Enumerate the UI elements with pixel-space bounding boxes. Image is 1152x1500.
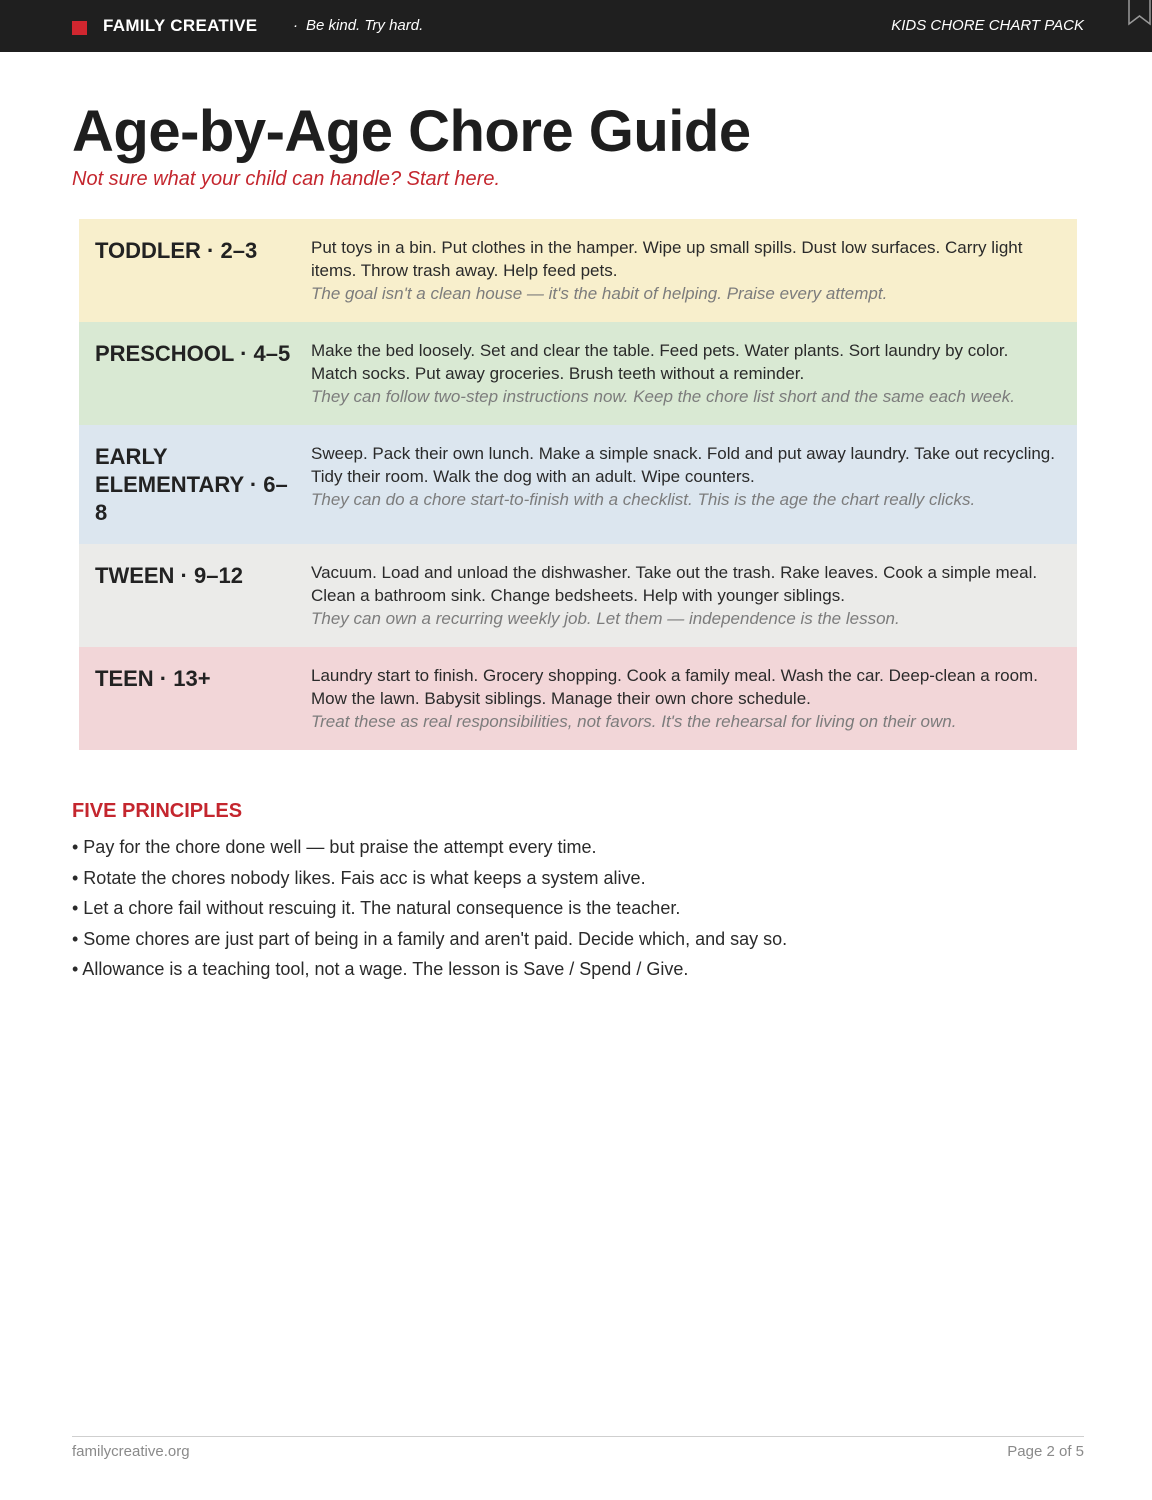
principle-item: • Pay for the chore done well — but praise the attempt every time.: [72, 837, 597, 857]
principle-item: • Allowance is a teaching tool, not a wage. The lesson is Save / Spend / Give.: [72, 959, 689, 979]
brand-logo-mark: [72, 21, 87, 35]
age-description: [311, 442, 1077, 527]
brand-name: FAMILY CREATIVE: [103, 16, 258, 35]
age-label: PRESCHOOL · 4–5: [95, 341, 291, 366]
age-row-early-elementary: [79, 425, 1077, 544]
footer-site: familycreative.org: [72, 1443, 190, 1460]
age-description: [311, 664, 1077, 733]
age-chores: Vacuum. Load and unload the dishwasher. Take out the trash. Rake leaves. Cook a simple meal. Clean a bathroom sink. Change bedsheets. Help with younger siblings.: [311, 563, 1038, 605]
age-chore-table: [79, 219, 1077, 750]
age-chores: Sweep. Pack their own lunch. Make a simple snack. Fold and put away laundry. Take out recycling. Tidy their room. Walk the dog with an adult. Wipe counters.: [311, 444, 1055, 486]
tagline-separator: ·: [293, 17, 298, 34]
principle-item: • Some chores are just part of being in a family and aren't paid. Decide which, and say so.: [72, 928, 788, 949]
page-subtitle: Not sure what your child can handle? Start here.: [72, 168, 501, 190]
age-row-tween: [79, 544, 1077, 647]
age-label: TEEN · 13+: [95, 666, 211, 691]
age-row-teen: [79, 647, 1077, 750]
age-row-toddler: [79, 219, 1077, 322]
age-label: EARLY ELEMENTARY · 6–8: [95, 444, 288, 525]
footer-divider: [72, 1436, 1084, 1437]
bookmark-icon[interactable]: [1127, 0, 1152, 26]
age-tip: They can follow two-step instructions now. Keep the chore list short and the same each week.: [311, 387, 1015, 406]
age-chores: Laundry start to finish. Grocery shopping. Cook a family meal. Wash the car. Deep-clean a room. Mow the lawn. Babysit siblings. Manage their own chore schedule.: [311, 666, 1038, 708]
principle-item: • Rotate the chores nobody likes. Fais acc is what keeps a system alive.: [72, 867, 646, 888]
age-tip: They can own a recurring weekly job. Let them — independence is the lesson.: [311, 609, 900, 628]
tagline-text: Be kind. Try hard.: [306, 17, 424, 34]
age-row-preschool: [79, 322, 1077, 425]
age-chores: Make the bed loosely. Set and clear the table. Feed pets. Water plants. Sort laundry by color. Match socks. Put away groceries. Brush teeth without a reminder.: [311, 341, 1009, 383]
age-tip: The goal isn't a clean house — it's the habit of helping. Praise every attempt.: [311, 284, 888, 303]
principles-list: [72, 832, 787, 985]
tagline: [293, 17, 423, 34]
pack-name: KIDS CHORE CHART PACK: [891, 17, 1084, 34]
top-banner: [0, 0, 1152, 52]
page-title: Age-by-Age Chore Guide: [72, 99, 751, 164]
age-tip: Treat these as real responsibilities, not favors. It's the rehearsal for living on their own.: [311, 712, 957, 731]
age-description: [311, 561, 1077, 630]
age-description: [311, 339, 1077, 408]
age-label: TWEEN · 9–12: [95, 563, 243, 588]
principles-heading: FIVE PRINCIPLES: [72, 800, 243, 822]
age-chores: Put toys in a bin. Put clothes in the hamper. Wipe up small spills. Dust low surfaces. Carry light items. Throw trash away. Help feed pets.: [311, 238, 1023, 280]
age-description: [311, 236, 1077, 305]
age-tip: They can do a chore start-to-finish with a checklist. This is the age the chart really clicks.: [311, 490, 976, 509]
age-label: TODDLER · 2–3: [95, 238, 258, 263]
footer-page-number: Page 2 of 5: [1007, 1443, 1084, 1460]
principle-item: • Let a chore fail without rescuing it. The natural consequence is the teacher.: [72, 898, 681, 918]
